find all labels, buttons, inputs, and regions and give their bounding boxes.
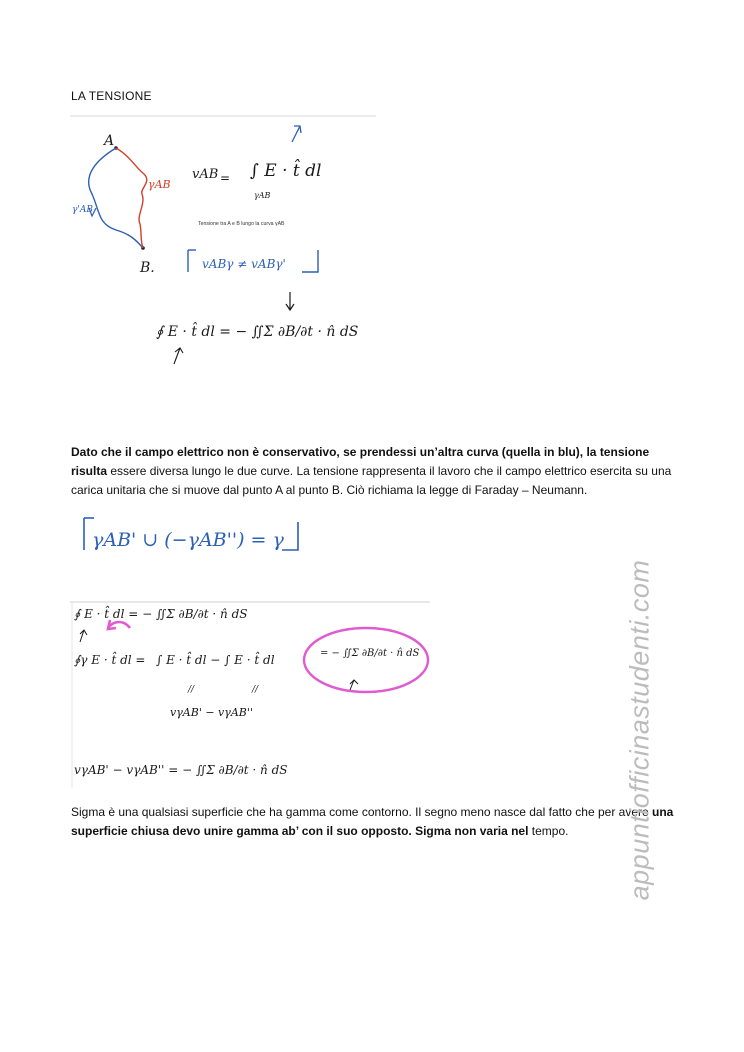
- magenta-arrow-icon: [108, 622, 130, 628]
- svg-text:=: =: [220, 171, 231, 185]
- paragraph-sigma-tail: tempo.: [528, 824, 569, 838]
- watermark-text: appuntiofficinastudenti.com: [624, 559, 655, 901]
- formula-sub: γAB: [254, 191, 271, 200]
- derivation-line2-lhs: ∮γ E · t̂ dl =: [74, 653, 146, 667]
- formula-rhs: ∫ E · t̂ dl: [250, 161, 322, 181]
- section-heading: LA TENSIONE: [71, 89, 152, 103]
- faraday-formula: ∮ E · t̂ dl = − ∬Σ ∂B/∂t · n̂ dS: [156, 324, 359, 340]
- paragraph-tension-text: essere diversa lungo le due curve. La tensione rappresenta il lavoro che il campo elettrico esercita su una carica unitaria che si muove dal punto A al punto B. Ciò richiama la legge di Faraday – Neumann.: [71, 464, 672, 497]
- paragraph-sigma-bold: una superficie chiusa devo unire gamma ab’ con il suo opposto. Sigma non varia nel: [71, 805, 674, 838]
- derivation-line1: ∮ E · t̂ dl = − ∬Σ ∂B/∂t · n̂ dS: [74, 607, 248, 621]
- down-arrow-icon: [286, 292, 294, 310]
- gamma-ab-prime-label: γ'AB: [72, 205, 93, 215]
- gamma-ab-label: γAB: [148, 178, 171, 191]
- inequality-formula: vABγ ≠ vABγ': [202, 257, 286, 271]
- formula-lhs: vAB: [192, 167, 219, 182]
- watermark: [618, 540, 662, 920]
- derivation-line2-mid: ∫ E · t̂ dl − ∫ E · t̂ dl: [156, 653, 275, 667]
- figure-tension-curves: [70, 112, 380, 372]
- paragraph-tension: [71, 443, 681, 500]
- formula-caption: Tensione tra A e B lungo la curva γAB: [198, 221, 285, 227]
- point-b-label: B.: [140, 260, 155, 276]
- paragraph-sigma-text: Sigma è una qualsiasi superficie che ha gamma come contorno. Il segno meno nasce dal fatto che per avere: [71, 805, 652, 819]
- up-arrow-icon: [174, 348, 183, 364]
- derivation-line3: vγAB' − vγAB'': [170, 706, 253, 719]
- svg-text://: //: [188, 685, 195, 695]
- paragraph-sigma: [71, 803, 681, 841]
- derivation-line2-rhs: = − ∬Σ ∂B/∂t · n̂ dS: [320, 648, 420, 659]
- figure-derivation: [70, 598, 436, 790]
- union-formula: γAB' ∪ (−γAB'') = γ: [92, 529, 284, 551]
- paragraph-tension-bold: Dato che il campo elettrico non è conservativo, se prendessi un’altra curva (quella in blu), la tensione risulta: [71, 445, 650, 478]
- point-a-label: A: [104, 133, 115, 149]
- derivation-line4: vγAB' − vγAB'' = − ∬Σ ∂B/∂t · n̂ dS: [74, 763, 288, 777]
- figure-union: [78, 512, 318, 564]
- svg-text://: //: [252, 685, 259, 695]
- curve-gamma-ab-prime: [89, 148, 143, 248]
- highlight-circle: [304, 628, 428, 692]
- curve-gamma-ab: [116, 148, 147, 248]
